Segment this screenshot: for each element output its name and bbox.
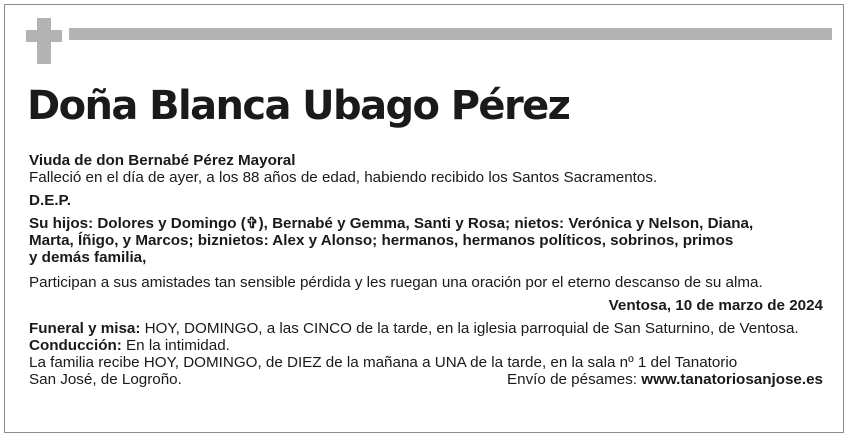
deceased-name: Doña Blanca Ubago Pérez: [27, 83, 570, 129]
family-line-2: Marta, Íñigo, y Marcos; biznietos: Alex y Alonso; hermanos, hermanos políticos, sobrinos, primos: [29, 232, 734, 249]
reception-and-condolences-row: [29, 371, 823, 388]
condolences: [507, 371, 823, 388]
reception-line-1: La familia recibe HOY, DOMINGO, de DIEZ de la mañana a UNA de la tarde, en la sala nº 1 del Tanatorio: [29, 354, 738, 371]
reception-line-2: San José, de Logroño.: [29, 371, 182, 388]
prayer-line: Participan a sus amistades tan sensible pérdida y les ruegan una oración por el eterno descanso de su alma.: [29, 274, 763, 291]
conduction-text: En la intimidad.: [121, 337, 230, 354]
obituary-card: [4, 4, 844, 433]
family-line-1: Su hijos: Dolores y Domingo (✞), Bernabé y Gemma, Santi y Rosa; nietos: Verónica y Nelson, Diana,: [29, 215, 754, 232]
funeral-text: HOY, DOMINGO, a las CINCO de la tarde, en la iglesia parroquial de San Saturnino, de Ventosa.: [140, 320, 799, 337]
cross-icon: [26, 18, 62, 64]
family-line-3: y demás familia,: [29, 249, 147, 266]
conduction-label: Conducción:: [29, 337, 122, 354]
header-rule: [69, 28, 832, 40]
funeral-label: Funeral y misa:: [29, 320, 141, 337]
funeral-line: [29, 320, 823, 337]
widow-line: Viuda de don Bernabé Pérez Mayoral: [29, 152, 296, 169]
dep-line: D.E.P.: [29, 192, 71, 209]
died-line: Falleció en el día de ayer, a los 88 años de edad, habiendo recibido los Santos Sacramentos.: [29, 169, 658, 186]
obituary-body: [29, 152, 823, 388]
conduction-line: [29, 337, 823, 354]
place-date: Ventosa, 10 de marzo de 2024: [608, 297, 823, 314]
condolences-label: Envío de pésames:: [507, 371, 642, 388]
condolences-url[interactable]: www.tanatoriosanjose.es: [641, 371, 823, 388]
